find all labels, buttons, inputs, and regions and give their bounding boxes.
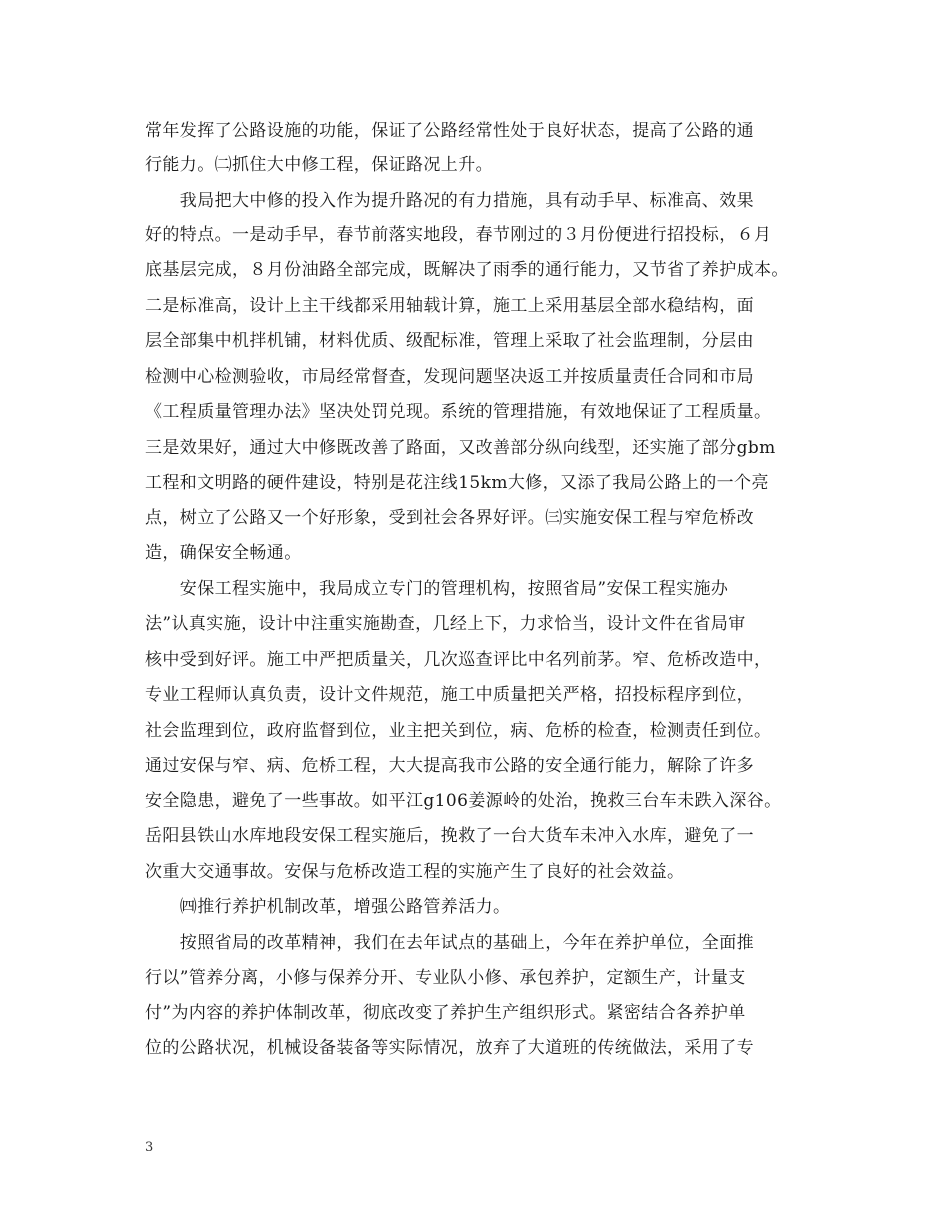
text-line: 行能力。㈡抓住大中修工程，保证路况上升。 xyxy=(145,155,493,175)
text-line: 法”认真实施，设计中注重实施勘查，几经上下，力求恰当，设计文件在省局审 xyxy=(145,614,746,634)
text-line: 常年发挥了公路设施的功能，保证了公路经常性处于良好状态，提高了公路的通 xyxy=(145,121,754,141)
text-line: 通过安保与窄、病、危桥工程，大大提高我市公路的安全通行能力，解除了许多 xyxy=(145,756,754,776)
text-line: 位的公路状况，机械设备装备等实际情况，放弃了大道班的传统做法，采用了专 xyxy=(145,1038,754,1058)
text-line: 三是效果好，通过大中修既改善了路面，又改善部分纵向线型，还实施了部分gbm xyxy=(145,438,776,458)
text-line: 检测中心检测验收，市局经常督查，发现问题坚决返工并按质量责任合同和市局 xyxy=(145,367,754,387)
text-line: 核中受到好评。施工中严把质量关，几次巡查评比中名列前茅。窄、危桥改造中， xyxy=(145,650,772,670)
text-line: 点，树立了公路又一个好形象，受到社会各界好评。㈢实施安保工程与窄危桥改 xyxy=(145,508,754,528)
text-line: 好的特点。一是动手早，春节前落实地段，春节刚过的３月份便进行招投标，６月 xyxy=(145,225,772,245)
text-line: 安全隐患，避免了一些事故。如平江g106姜源岭的处治，挽救三台车未跌入深谷。 xyxy=(145,791,782,811)
text-line: 行以”管养分离，小修与保养分开、专业队小修、承包养护，定额生产，计量支 xyxy=(145,968,746,988)
text-line: 社会监理到位，政府监督到位，业主把关到位，病、危桥的检查，检测责任到位。 xyxy=(145,721,772,741)
text-line: 造，确保安全畅通。 xyxy=(145,543,302,563)
text-line: 层全部集中机拌机铺，材料优质、级配标准，管理上采取了社会监理制，分层由 xyxy=(145,331,754,351)
text-line: 专业工程师认真负责，设计文件规范，施工中质量把关严格，招投标程序到位， xyxy=(145,685,754,705)
text-line: 付”为内容的养护体制改革，彻底改变了养护生产组织形式。紧密结合各养护单 xyxy=(145,1003,746,1023)
page-number: 3 xyxy=(145,1140,154,1155)
text-line: 底基层完成，８月份油路全部完成，既解决了雨季的通行能力，又节省了养护成本。 xyxy=(145,260,789,280)
text-line: 安保工程实施中，我局成立专门的管理机构，按照省局”安保工程实施办 xyxy=(145,579,729,599)
text-line: 工程和文明路的硬件建设，特别是花注线15km大修，又添了我局公路上的一个亮 xyxy=(145,473,769,493)
text-line: 《工程质量管理办法》坚决处罚兑现。系统的管理措施，有效地保证了工程质量。 xyxy=(145,402,772,422)
text-line: 二是标准高，设计上主干线都采用轴载计算，施工上采用基层全部水稳结构，面 xyxy=(145,296,754,316)
text-line: 我局把大中修的投入作为提升路况的有力措施，具有动手早、标准高、效果 xyxy=(145,191,754,211)
text-line: 次重大交通事故。安保与危桥改造工程的实施产生了良好的社会效益。 xyxy=(145,862,685,882)
text-line: 岳阳县铁山水库地段安保工程实施后，挽救了一台大货车未冲入水库，避免了一 xyxy=(145,826,754,846)
text-line: ㈣推行养护机制改革，增强公路管养活力。 xyxy=(145,897,511,917)
text-line: 按照省局的改革精神，我们在去年试点的基础上，今年在养护单位，全面推 xyxy=(145,933,754,953)
